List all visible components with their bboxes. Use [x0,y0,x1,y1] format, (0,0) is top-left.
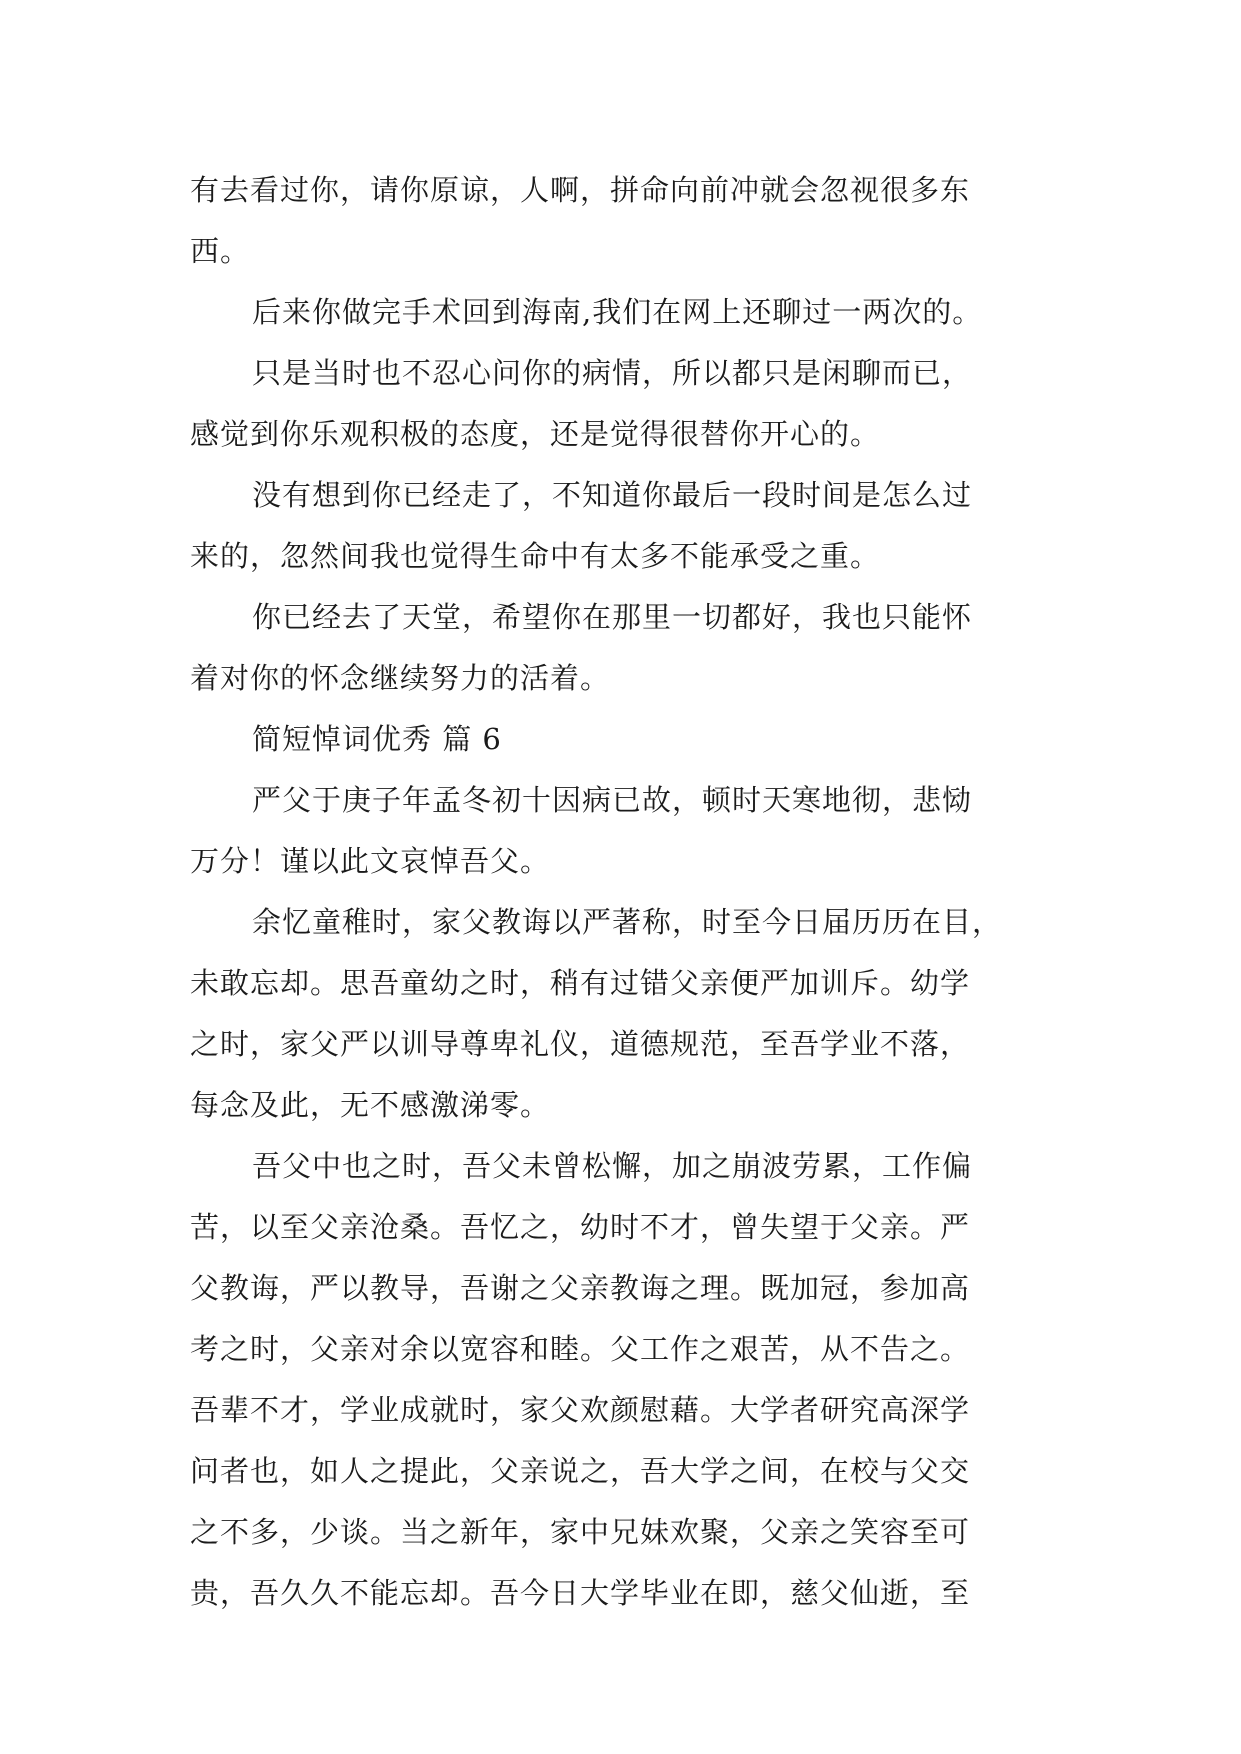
paragraph-line: 苦，以至父亲沧桑。吾忆之，幼时不才，曾失望于父亲。严 [190,1210,971,1244]
paragraph-first-line: 吾父中也之时，吾父未曾松懈，加之崩波劳累，工作偏 [252,1149,973,1183]
paragraph-line: 问者也，如人之提此，父亲说之，吾大学之间，在校与父交 [190,1454,971,1488]
paragraph-first-line: 简短悼词优秀 篇 6 [252,722,502,756]
paragraph-line: 之不多，少谈。当之新年，家中兄妹欢聚，父亲之笑容至可 [190,1515,971,1549]
paragraph-line: 未敢忘却。思吾童幼之时，稍有过错父亲便严加训斥。幼学 [190,966,971,1000]
paragraph-first-line: 你已经去了天堂，希望你在那里一切都好，我也只能怀 [252,600,973,634]
paragraph-first-line: 严父于庚子年孟冬初十因病已故，顿时天寒地彻，悲恸 [252,783,973,817]
paragraph-line: 父教诲，严以教导，吾谢之父亲教诲之理。既加冠，参加高 [190,1271,971,1305]
paragraph-first-line: 余忆童稚时，家父教诲以严著称，时至今日届历历在目， [252,905,1003,939]
document-body [190,160,1060,1624]
paragraph-line: 贵，吾久久不能忘却。吾今日大学毕业在即，慈父仙逝，至 [190,1576,971,1610]
paragraph-line: 考之时，父亲对余以宽容和睦。父工作之艰苦，从不告之。 [190,1332,971,1366]
paragraph-line: 着对你的怀念继续努力的活着。 [190,661,611,695]
paragraph-first-line: 后来你做完手术回到海南,我们在网上还聊过一两次的。 [252,295,983,329]
paragraph-line: 万分！谨以此文哀悼吾父。 [190,844,551,878]
paragraph-line: 吾辈不才，学业成就时，家父欢颜慰藉。大学者研究高深学 [190,1393,971,1427]
paragraph-first-line: 没有想到你已经走了，不知道你最后一段时间是怎么过 [252,478,973,512]
paragraph-line: 西。 [190,234,251,268]
paragraph-line: 感觉到你乐观积极的态度，还是觉得很替你开心的。 [190,417,881,451]
paragraph-line: 来的，忽然间我也觉得生命中有太多不能承受之重。 [190,539,881,573]
paragraph-line: 有去看过你，请你原谅，人啊，拼命向前冲就会忽视很多东 [190,173,971,207]
paragraph-first-line: 只是当时也不忍心问你的病情，所以都只是闲聊而已， [252,356,973,390]
paragraph-line: 之时，家父严以训导尊卑礼仪，道德规范，至吾学业不落， [190,1027,971,1061]
paragraph-line: 每念及此，无不感激涕零。 [190,1088,551,1122]
